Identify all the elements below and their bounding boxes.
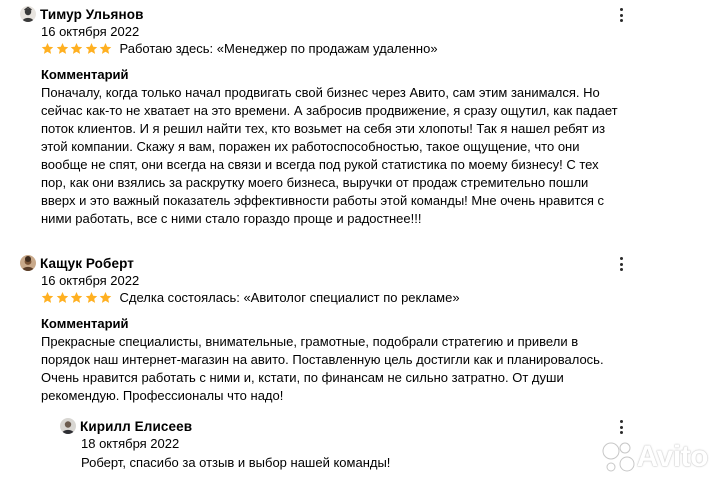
- deal-info: [41, 41, 438, 56]
- reply-author-name[interactable]: Кирилл Елисеев: [80, 418, 193, 434]
- avatar[interactable]: [20, 6, 36, 22]
- comment-title: Комментарий: [41, 67, 129, 82]
- avito-logo-icon: [601, 439, 637, 475]
- comment-text: Прекрасные специалисты, внимательные, грамотные, подобрали стратегию и привели в порядок наш интернет-магазин на авито. Поставленную цель достигли как и планировалось. Очень нравится работать с ними и, кстати, по финансам не сильно затратно. От души рекомендую. Профессионалы что надо!: [41, 334, 604, 403]
- avatar[interactable]: [20, 255, 36, 271]
- reply-text: Роберт, спасибо за отзыв и выбор нашей команды!: [81, 455, 391, 470]
- star-icon: [85, 291, 99, 304]
- more-options-icon[interactable]: [615, 419, 627, 435]
- review-header: [20, 6, 143, 22]
- rating-stars: [41, 291, 114, 304]
- more-options-icon[interactable]: [615, 256, 627, 272]
- star-icon: [70, 291, 84, 304]
- star-icon: [99, 42, 113, 55]
- comment-title: Комментарий: [41, 316, 129, 331]
- deal-text: Работаю здесь: «Менеджер по продажам удаленно»: [119, 41, 438, 56]
- reply-header: [60, 418, 192, 434]
- rating-stars: [41, 42, 114, 55]
- star-icon: [41, 42, 55, 55]
- watermark-text: Avito: [636, 440, 708, 473]
- review-header: [20, 255, 134, 271]
- star-icon: [56, 42, 70, 55]
- deal-text: Сделка состоялась: «Авитолог специалист по рекламе»: [119, 290, 460, 305]
- comment-text: Поначалу, когда только начал продвигать свой бизнес через Авито, сам этим занимался. Но сейчас как-то не хватает на это времени. А забросив продвижение, я сразу ощутил, как падает поток клиентов. И я решил найти тех, кто возьмет на себя эти хлопоты! Так я нашел ребят из этой компании. Скажу я вам, поражен их работоспособностью, такое ощущение, что они вообще не спят, они всегда на связи и всегда под рукой статистика по моему бизнесу! С тех пор, как они взялись за раскрутку моего бизнеса, выручки от продаж стремительно пошли вверх и это важный показатель эффективности работы этой команды! Мне очень нравится с ними работать, все с ними стало гораздо проще и радостнее!!!: [41, 85, 618, 226]
- avatar[interactable]: [60, 418, 76, 434]
- avito-watermark: [601, 439, 708, 475]
- review-date: 16 октября 2022: [41, 273, 140, 288]
- reply-date: 18 октября 2022: [81, 436, 180, 451]
- author-name[interactable]: Тимур Ульянов: [40, 6, 144, 22]
- more-options-icon[interactable]: [615, 7, 627, 23]
- review-date: 16 октября 2022: [41, 24, 140, 39]
- star-icon: [41, 291, 55, 304]
- star-icon: [70, 42, 84, 55]
- deal-info: [41, 290, 460, 305]
- author-name[interactable]: Кащук Роберт: [40, 255, 134, 271]
- star-icon: [85, 42, 99, 55]
- star-icon: [99, 291, 113, 304]
- star-icon: [56, 291, 70, 304]
